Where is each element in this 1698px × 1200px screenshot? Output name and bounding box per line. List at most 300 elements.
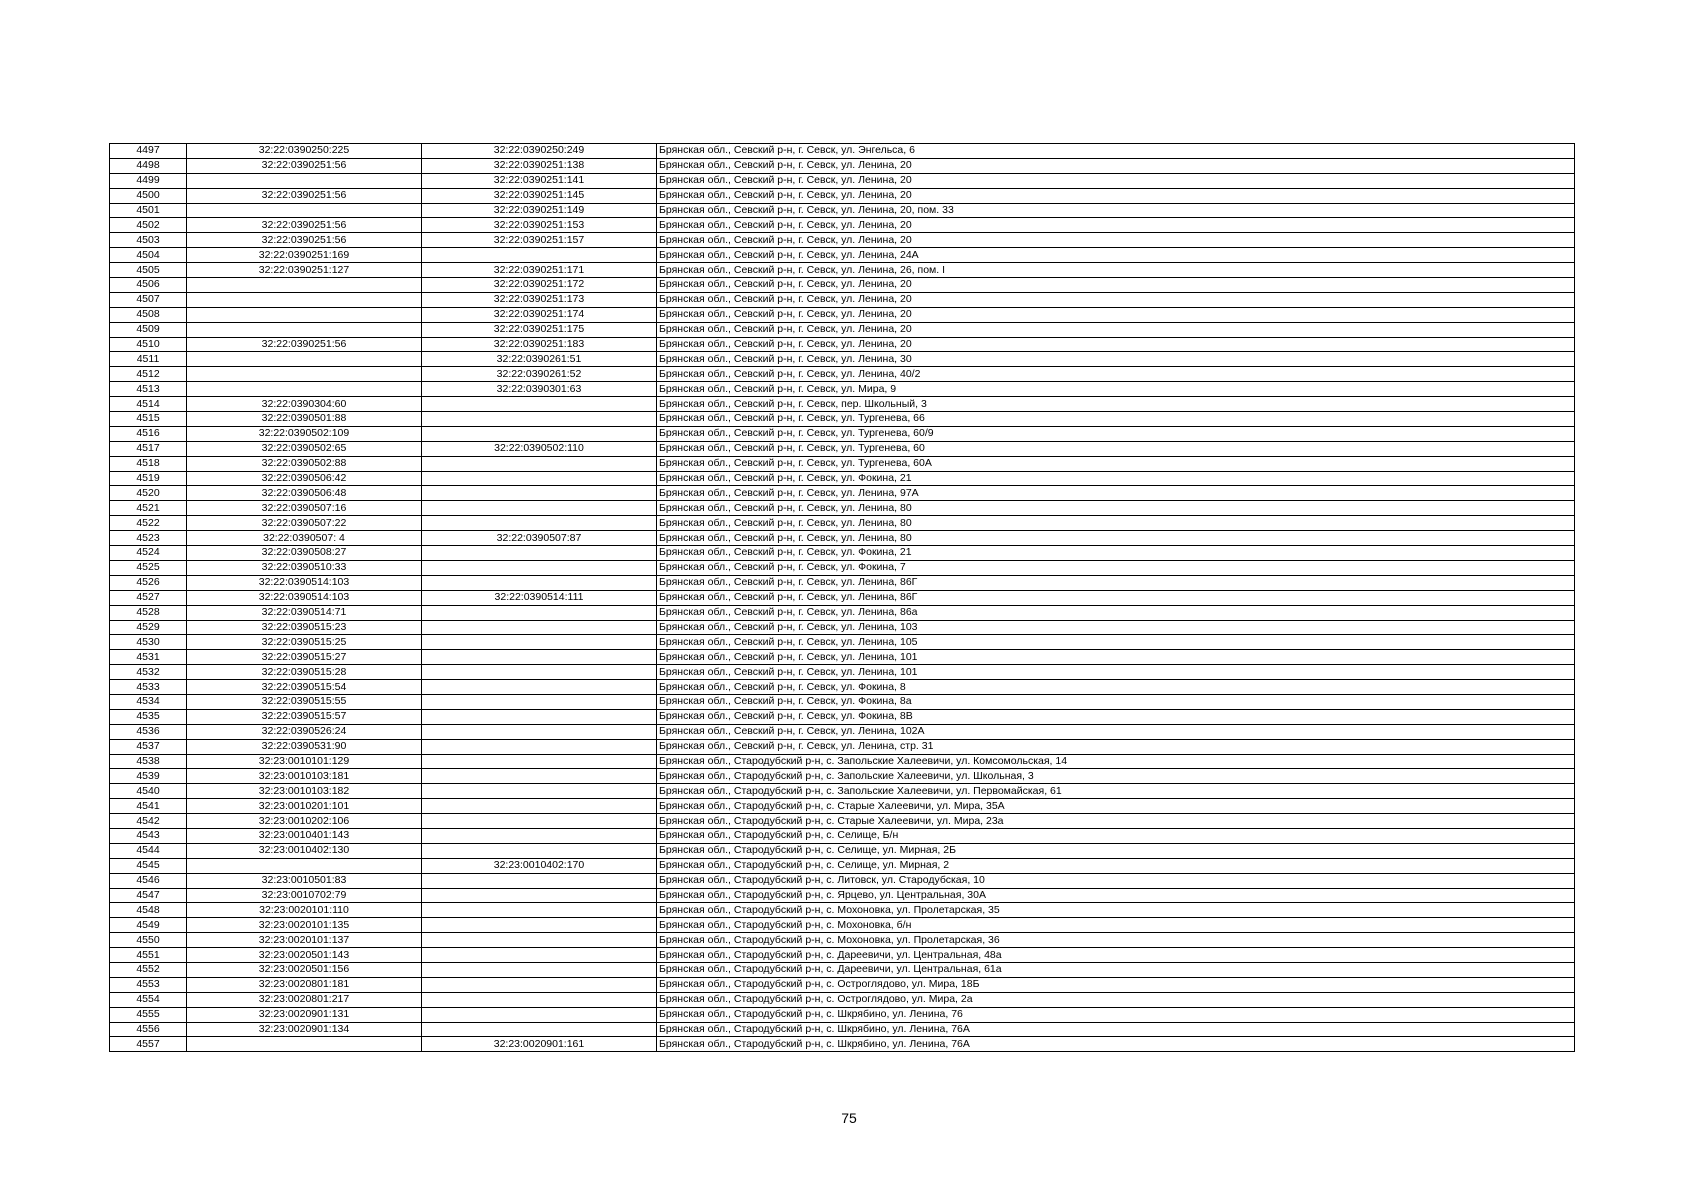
building-cadastral-number-cell: 32:22:0390251:141 (422, 173, 657, 188)
address-cell: Брянская обл., Севский р-н, г. Севск, ул. Ленина, стр. 31 (657, 739, 1575, 754)
row-number-cell: 4546 (110, 873, 187, 888)
address-cell: Брянская обл., Севский р-н, г. Севск, ул. Ленина, 80 (657, 501, 1575, 516)
land-cadastral-number-cell: 32:22:0390251:56 (187, 233, 422, 248)
row-number-cell: 4513 (110, 382, 187, 397)
land-cadastral-number-cell: 32:22:0390502:109 (187, 426, 422, 441)
row-number-cell: 4548 (110, 903, 187, 918)
building-cadastral-number-cell (422, 605, 657, 620)
row-number-cell: 4511 (110, 352, 187, 367)
row-number-cell: 4509 (110, 322, 187, 337)
building-cadastral-number-cell (422, 1022, 657, 1037)
row-number-cell: 4520 (110, 486, 187, 501)
row-number-cell: 4529 (110, 620, 187, 635)
address-cell: Брянская обл., Севский р-н, г. Севск, ул. Тургенева, 60А (657, 456, 1575, 471)
building-cadastral-number-cell: 32:22:0390251:171 (422, 263, 657, 278)
table-row (110, 382, 1575, 397)
address-cell: Брянская обл., Севский р-н, г. Севск, ул. Тургенева, 60/9 (657, 426, 1575, 441)
row-number-cell: 4542 (110, 814, 187, 829)
row-number-cell: 4497 (110, 144, 187, 159)
land-cadastral-number-cell: 32:22:0390507:22 (187, 516, 422, 531)
address-cell: Брянская обл., Севский р-н, г. Севск, ул. Ленина, 24А (657, 248, 1575, 263)
building-cadastral-number-cell: 32:22:0390251:172 (422, 278, 657, 293)
land-cadastral-number-cell: 32:23:0010401:143 (187, 828, 422, 843)
building-cadastral-number-cell (422, 546, 657, 561)
land-cadastral-number-cell: 32:23:0020501:143 (187, 948, 422, 963)
table-row (110, 665, 1575, 680)
building-cadastral-number-cell: 32:22:0390251:175 (422, 322, 657, 337)
row-number-cell: 4504 (110, 248, 187, 263)
address-cell: Брянская обл., Стародубский р-н, с. Ярцево, ул. Центральная, 30А (657, 888, 1575, 903)
address-cell: Брянская обл., Севский р-н, г. Севск, ул. Ленина, 20 (657, 233, 1575, 248)
land-cadastral-number-cell: 32:23:0010103:181 (187, 769, 422, 784)
land-cadastral-number-cell: 32:23:0010103:182 (187, 784, 422, 799)
building-cadastral-number-cell (422, 888, 657, 903)
table-row (110, 769, 1575, 784)
address-cell: Брянская обл., Севский р-н, г. Севск, ул. Ленина, 20 (657, 307, 1575, 322)
land-cadastral-number-cell: 32:22:0390251:56 (187, 188, 422, 203)
address-cell: Брянская обл., Севский р-н, г. Севск, ул. Ленина, 101 (657, 650, 1575, 665)
building-cadastral-number-cell (422, 1007, 657, 1022)
building-cadastral-number-cell (422, 650, 657, 665)
table-row (110, 635, 1575, 650)
address-cell: Брянская обл., Севский р-н, г. Севск, ул. Фокина, 8В (657, 709, 1575, 724)
building-cadastral-number-cell (422, 799, 657, 814)
table-row (110, 233, 1575, 248)
page-number: 75 (841, 1110, 857, 1126)
row-number-cell: 4506 (110, 278, 187, 293)
address-cell: Брянская обл., Севский р-н, г. Севск, ул. Фокина, 8 (657, 680, 1575, 695)
building-cadastral-number-cell (422, 501, 657, 516)
address-cell: Брянская обл., Севский р-н, г. Севск, ул. Ленина, 20 (657, 188, 1575, 203)
row-number-cell: 4556 (110, 1022, 187, 1037)
land-cadastral-number-cell (187, 278, 422, 293)
building-cadastral-number-cell (422, 635, 657, 650)
building-cadastral-number-cell (422, 426, 657, 441)
building-cadastral-number-cell: 32:22:0390251:183 (422, 337, 657, 352)
row-number-cell: 4540 (110, 784, 187, 799)
row-number-cell: 4514 (110, 397, 187, 412)
row-number-cell: 4545 (110, 858, 187, 873)
land-cadastral-number-cell: 32:22:0390506:42 (187, 471, 422, 486)
table-row (110, 158, 1575, 173)
table-row (110, 412, 1575, 427)
building-cadastral-number-cell (422, 694, 657, 709)
address-cell: Брянская обл., Севский р-н, г. Севск, ул. Мира, 9 (657, 382, 1575, 397)
table-row (110, 173, 1575, 188)
address-cell: Брянская обл., Севский р-н, г. Севск, ул. Ленина, 40/2 (657, 367, 1575, 382)
row-number-cell: 4522 (110, 516, 187, 531)
table-row (110, 620, 1575, 635)
table-row (110, 992, 1575, 1007)
row-number-cell: 4523 (110, 531, 187, 546)
table-row (110, 739, 1575, 754)
land-cadastral-number-cell: 32:22:0390531:90 (187, 739, 422, 754)
land-cadastral-number-cell: 32:23:0010201:101 (187, 799, 422, 814)
row-number-cell: 4501 (110, 203, 187, 218)
address-cell: Брянская обл., Севский р-н, г. Севск, ул. Тургенева, 60 (657, 441, 1575, 456)
land-cadastral-number-cell: 32:22:0390514:71 (187, 605, 422, 620)
table-row (110, 486, 1575, 501)
address-cell: Брянская обл., Стародубский р-н, с. Дареевичи, ул. Центральная, 48а (657, 948, 1575, 963)
address-cell: Брянская обл., Севский р-н, г. Севск, ул. Ленина, 20 (657, 158, 1575, 173)
row-number-cell: 4543 (110, 828, 187, 843)
building-cadastral-number-cell: 32:22:0390250:249 (422, 144, 657, 159)
table-row (110, 888, 1575, 903)
land-cadastral-number-cell: 32:23:0010402:130 (187, 843, 422, 858)
building-cadastral-number-cell (422, 769, 657, 784)
building-cadastral-number-cell (422, 828, 657, 843)
address-cell: Брянская обл., Стародубский р-н, с. Остроглядово, ул. Мира, 2а (657, 992, 1575, 1007)
building-cadastral-number-cell (422, 456, 657, 471)
land-cadastral-number-cell: 32:22:0390510:33 (187, 560, 422, 575)
address-cell: Брянская обл., Севский р-н, г. Севск, ул. Ленина, 103 (657, 620, 1575, 635)
building-cadastral-number-cell: 32:22:0390251:174 (422, 307, 657, 322)
row-number-cell: 4553 (110, 977, 187, 992)
address-cell: Брянская обл., Севский р-н, г. Севск, ул. Ленина, 30 (657, 352, 1575, 367)
table-row (110, 426, 1575, 441)
building-cadastral-number-cell: 32:22:0390502:110 (422, 441, 657, 456)
address-cell: Брянская обл., Севский р-н, г. Севск, ул. Фокина, 21 (657, 471, 1575, 486)
row-number-cell: 4528 (110, 605, 187, 620)
row-number-cell: 4541 (110, 799, 187, 814)
row-number-cell: 4538 (110, 754, 187, 769)
land-cadastral-number-cell: 32:22:0390502:88 (187, 456, 422, 471)
table-row (110, 218, 1575, 233)
land-cadastral-number-cell: 32:22:0390515:57 (187, 709, 422, 724)
row-number-cell: 4499 (110, 173, 187, 188)
row-number-cell: 4554 (110, 992, 187, 1007)
address-cell: Брянская обл., Севский р-н, г. Севск, пер. Школьный, 3 (657, 397, 1575, 412)
land-cadastral-number-cell: 32:22:0390515:27 (187, 650, 422, 665)
address-cell: Брянская обл., Стародубский р-н, с. Селище, ул. Мирная, 2Б (657, 843, 1575, 858)
row-number-cell: 4505 (110, 263, 187, 278)
address-cell: Брянская обл., Севский р-н, г. Севск, ул. Фокина, 21 (657, 546, 1575, 561)
land-cadastral-number-cell: 32:22:0390515:25 (187, 635, 422, 650)
land-cadastral-number-cell: 32:22:0390251:169 (187, 248, 422, 263)
land-cadastral-number-cell (187, 1037, 422, 1052)
building-cadastral-number-cell (422, 754, 657, 769)
address-cell: Брянская обл., Севский р-н, г. Севск, ул. Ленина, 20 (657, 337, 1575, 352)
row-number-cell: 4557 (110, 1037, 187, 1052)
table-row (110, 292, 1575, 307)
building-cadastral-number-cell (422, 933, 657, 948)
address-cell: Брянская обл., Стародубский р-н, с. Дареевичи, ул. Центральная, 61а (657, 962, 1575, 977)
address-cell: Брянская обл., Стародубский р-н, с. Селище, Б/н (657, 828, 1575, 843)
land-cadastral-number-cell (187, 322, 422, 337)
land-cadastral-number-cell: 32:22:0390501:88 (187, 412, 422, 427)
row-number-cell: 4555 (110, 1007, 187, 1022)
table-row (110, 441, 1575, 456)
table-row (110, 248, 1575, 263)
row-number-cell: 4531 (110, 650, 187, 665)
address-cell: Брянская обл., Севский р-н, г. Севск, ул. Ленина, 80 (657, 531, 1575, 546)
table-row (110, 977, 1575, 992)
land-cadastral-number-cell: 32:23:0010501:83 (187, 873, 422, 888)
land-cadastral-number-cell: 32:22:0390515:23 (187, 620, 422, 635)
land-cadastral-number-cell (187, 203, 422, 218)
row-number-cell: 4515 (110, 412, 187, 427)
table-row (110, 322, 1575, 337)
row-number-cell: 4535 (110, 709, 187, 724)
address-cell: Брянская обл., Стародубский р-н, с. Запольские Халеевичи, ул. Первомайская, 61 (657, 784, 1575, 799)
row-number-cell: 4508 (110, 307, 187, 322)
table-row (110, 948, 1575, 963)
table-row (110, 650, 1575, 665)
building-cadastral-number-cell (422, 248, 657, 263)
address-cell: Брянская обл., Севский р-н, г. Севск, ул. Ленина, 20 (657, 292, 1575, 307)
land-cadastral-number-cell: 32:23:0020101:110 (187, 903, 422, 918)
land-cadastral-number-cell: 32:22:0390507:16 (187, 501, 422, 516)
row-number-cell: 4532 (110, 665, 187, 680)
building-cadastral-number-cell (422, 784, 657, 799)
row-number-cell: 4547 (110, 888, 187, 903)
table-row (110, 471, 1575, 486)
row-number-cell: 4530 (110, 635, 187, 650)
table-row (110, 307, 1575, 322)
table-row (110, 858, 1575, 873)
table-row (110, 1022, 1575, 1037)
table-row (110, 397, 1575, 412)
land-cadastral-number-cell: 32:23:0020801:217 (187, 992, 422, 1007)
table-row (110, 352, 1575, 367)
table-row (110, 799, 1575, 814)
land-cadastral-number-cell: 32:22:0390304:60 (187, 397, 422, 412)
table-row (110, 918, 1575, 933)
property-registry-table (109, 143, 1575, 1052)
building-cadastral-number-cell (422, 412, 657, 427)
land-cadastral-number-cell: 32:22:0390526:24 (187, 724, 422, 739)
table-row (110, 724, 1575, 739)
land-cadastral-number-cell: 32:23:0020901:131 (187, 1007, 422, 1022)
building-cadastral-number-cell: 32:22:0390251:149 (422, 203, 657, 218)
table-row (110, 873, 1575, 888)
row-number-cell: 4551 (110, 948, 187, 963)
building-cadastral-number-cell (422, 992, 657, 1007)
table-row (110, 784, 1575, 799)
building-cadastral-number-cell: 32:22:0390251:153 (422, 218, 657, 233)
address-cell: Брянская обл., Севский р-н, г. Севск, ул. Тургенева, 66 (657, 412, 1575, 427)
building-cadastral-number-cell: 32:22:0390251:173 (422, 292, 657, 307)
address-cell: Брянская обл., Севский р-н, г. Севск, ул. Ленина, 86а (657, 605, 1575, 620)
row-number-cell: 4512 (110, 367, 187, 382)
row-number-cell: 4498 (110, 158, 187, 173)
land-cadastral-number-cell: 32:23:0020801:181 (187, 977, 422, 992)
row-number-cell: 4549 (110, 918, 187, 933)
building-cadastral-number-cell (422, 873, 657, 888)
land-cadastral-number-cell (187, 858, 422, 873)
table-row (110, 933, 1575, 948)
address-cell: Брянская обл., Севский р-н, г. Севск, ул. Ленина, 26, пом. I (657, 263, 1575, 278)
table-row (110, 962, 1575, 977)
building-cadastral-number-cell (422, 397, 657, 412)
land-cadastral-number-cell: 32:22:0390514:103 (187, 575, 422, 590)
address-cell: Брянская обл., Севский р-н, г. Севск, ул. Ленина, 97А (657, 486, 1575, 501)
row-number-cell: 4525 (110, 560, 187, 575)
table-row (110, 501, 1575, 516)
address-cell: Брянская обл., Стародубский р-н, с. Мохоновка, ул. Пролетарская, 36 (657, 933, 1575, 948)
land-cadastral-number-cell (187, 382, 422, 397)
address-cell: Брянская обл., Стародубский р-н, с. Литовск, ул. Стародубская, 10 (657, 873, 1575, 888)
land-cadastral-number-cell: 32:23:0020501:156 (187, 962, 422, 977)
row-number-cell: 4518 (110, 456, 187, 471)
building-cadastral-number-cell: 32:22:0390251:145 (422, 188, 657, 203)
building-cadastral-number-cell (422, 665, 657, 680)
address-cell: Брянская обл., Севский р-н, г. Севск, ул. Ленина, 20 (657, 278, 1575, 293)
row-number-cell: 4550 (110, 933, 187, 948)
address-cell: Брянская обл., Севский р-н, г. Севск, ул. Ленина, 20, пом. 33 (657, 203, 1575, 218)
land-cadastral-number-cell: 32:22:0390251:56 (187, 337, 422, 352)
building-cadastral-number-cell: 32:22:0390514:111 (422, 590, 657, 605)
building-cadastral-number-cell: 32:22:0390507:87 (422, 531, 657, 546)
row-number-cell: 4544 (110, 843, 187, 858)
row-number-cell: 4503 (110, 233, 187, 248)
address-cell: Брянская обл., Севский р-н, г. Севск, ул. Ленина, 86Г (657, 575, 1575, 590)
address-cell: Брянская обл., Стародубский р-н, с. Шкрябино, ул. Ленина, 76А (657, 1037, 1575, 1052)
address-cell: Брянская обл., Севский р-н, г. Севск, ул. Энгельса, 6 (657, 144, 1575, 159)
row-number-cell: 4510 (110, 337, 187, 352)
row-number-cell: 4500 (110, 188, 187, 203)
row-number-cell: 4502 (110, 218, 187, 233)
table-row (110, 575, 1575, 590)
land-cadastral-number-cell: 32:23:0020101:135 (187, 918, 422, 933)
row-number-cell: 4533 (110, 680, 187, 695)
address-cell: Брянская обл., Стародубский р-н, с. Селище, ул. Мирная, 2 (657, 858, 1575, 873)
land-cadastral-number-cell (187, 292, 422, 307)
land-cadastral-number-cell: 32:22:0390515:28 (187, 665, 422, 680)
land-cadastral-number-cell: 32:22:0390250:225 (187, 144, 422, 159)
land-cadastral-number-cell: 32:22:0390514:103 (187, 590, 422, 605)
building-cadastral-number-cell: 32:22:0390261:51 (422, 352, 657, 367)
building-cadastral-number-cell (422, 948, 657, 963)
building-cadastral-number-cell (422, 471, 657, 486)
address-cell: Брянская обл., Севский р-н, г. Севск, ул. Ленина, 86Г (657, 590, 1575, 605)
row-number-cell: 4517 (110, 441, 187, 456)
table-row (110, 188, 1575, 203)
address-cell: Брянская обл., Стародубский р-н, с. Запольские Халеевичи, ул. Комсомольская, 14 (657, 754, 1575, 769)
address-cell: Брянская обл., Севский р-н, г. Севск, ул. Фокина, 8а (657, 694, 1575, 709)
row-number-cell: 4516 (110, 426, 187, 441)
row-number-cell: 4524 (110, 546, 187, 561)
address-cell: Брянская обл., Стародубский р-н, с. Остроглядово, ул. Мира, 18Б (657, 977, 1575, 992)
land-cadastral-number-cell (187, 173, 422, 188)
land-cadastral-number-cell (187, 352, 422, 367)
table-row (110, 337, 1575, 352)
address-cell: Брянская обл., Стародубский р-н, с. Старые Халеевичи, ул. Мира, 23а (657, 814, 1575, 829)
table-row (110, 843, 1575, 858)
address-cell: Брянская обл., Севский р-н, г. Севск, ул. Фокина, 7 (657, 560, 1575, 575)
land-cadastral-number-cell: 32:22:0390515:54 (187, 680, 422, 695)
table-row (110, 590, 1575, 605)
table-row (110, 814, 1575, 829)
table-row (110, 1007, 1575, 1022)
address-cell: Брянская обл., Стародубский р-н, с. Запольские Халеевичи, ул. Школьная, 3 (657, 769, 1575, 784)
address-cell: Брянская обл., Севский р-н, г. Севск, ул. Ленина, 102А (657, 724, 1575, 739)
registry-table-body (110, 144, 1575, 1052)
address-cell: Брянская обл., Стародубский р-н, с. Шкрябино, ул. Ленина, 76 (657, 1007, 1575, 1022)
address-cell: Брянская обл., Севский р-н, г. Севск, ул. Ленина, 80 (657, 516, 1575, 531)
building-cadastral-number-cell: 32:22:0390301:63 (422, 382, 657, 397)
land-cadastral-number-cell: 32:22:0390251:127 (187, 263, 422, 278)
table-row (110, 560, 1575, 575)
land-cadastral-number-cell: 32:23:0020901:134 (187, 1022, 422, 1037)
building-cadastral-number-cell (422, 843, 657, 858)
table-row (110, 709, 1575, 724)
row-number-cell: 4552 (110, 962, 187, 977)
table-row (110, 828, 1575, 843)
table-row (110, 546, 1575, 561)
land-cadastral-number-cell (187, 367, 422, 382)
building-cadastral-number-cell (422, 486, 657, 501)
building-cadastral-number-cell (422, 739, 657, 754)
table-row (110, 680, 1575, 695)
building-cadastral-number-cell (422, 724, 657, 739)
table-row (110, 367, 1575, 382)
land-cadastral-number-cell: 32:22:0390515:55 (187, 694, 422, 709)
row-number-cell: 4536 (110, 724, 187, 739)
table-row (110, 456, 1575, 471)
table-row (110, 754, 1575, 769)
table-row (110, 203, 1575, 218)
land-cadastral-number-cell: 32:22:0390506:48 (187, 486, 422, 501)
building-cadastral-number-cell (422, 903, 657, 918)
row-number-cell: 4519 (110, 471, 187, 486)
building-cadastral-number-cell: 32:22:0390261:52 (422, 367, 657, 382)
building-cadastral-number-cell (422, 575, 657, 590)
table-row (110, 531, 1575, 546)
table-row (110, 278, 1575, 293)
row-number-cell: 4507 (110, 292, 187, 307)
building-cadastral-number-cell (422, 977, 657, 992)
address-cell: Брянская обл., Стародубский р-н, с. Мохоновка, ул. Пролетарская, 35 (657, 903, 1575, 918)
row-number-cell: 4521 (110, 501, 187, 516)
row-number-cell: 4534 (110, 694, 187, 709)
table-row (110, 1037, 1575, 1052)
land-cadastral-number-cell: 32:22:0390507: 4 (187, 531, 422, 546)
address-cell: Брянская обл., Севский р-н, г. Севск, ул. Ленина, 20 (657, 322, 1575, 337)
address-cell: Брянская обл., Стародубский р-н, с. Шкрябино, ул. Ленина, 76А (657, 1022, 1575, 1037)
land-cadastral-number-cell: 32:23:0010702:79 (187, 888, 422, 903)
building-cadastral-number-cell (422, 680, 657, 695)
building-cadastral-number-cell (422, 918, 657, 933)
address-cell: Брянская обл., Севский р-н, г. Севск, ул. Ленина, 105 (657, 635, 1575, 650)
land-cadastral-number-cell: 32:22:0390251:56 (187, 218, 422, 233)
building-cadastral-number-cell: 32:23:0020901:161 (422, 1037, 657, 1052)
table-row (110, 903, 1575, 918)
building-cadastral-number-cell (422, 962, 657, 977)
table-row (110, 144, 1575, 159)
land-cadastral-number-cell: 32:22:0390502:65 (187, 441, 422, 456)
building-cadastral-number-cell: 32:23:0010402:170 (422, 858, 657, 873)
row-number-cell: 4526 (110, 575, 187, 590)
building-cadastral-number-cell (422, 620, 657, 635)
building-cadastral-number-cell: 32:22:0390251:157 (422, 233, 657, 248)
address-cell: Брянская обл., Севский р-н, г. Севск, ул. Ленина, 20 (657, 173, 1575, 188)
table-row (110, 694, 1575, 709)
land-cadastral-number-cell: 32:23:0010202:106 (187, 814, 422, 829)
building-cadastral-number-cell (422, 814, 657, 829)
table-row (110, 516, 1575, 531)
land-cadastral-number-cell: 32:23:0010101:129 (187, 754, 422, 769)
building-cadastral-number-cell (422, 516, 657, 531)
row-number-cell: 4537 (110, 739, 187, 754)
row-number-cell: 4527 (110, 590, 187, 605)
building-cadastral-number-cell (422, 560, 657, 575)
address-cell: Брянская обл., Севский р-н, г. Севск, ул. Ленина, 20 (657, 218, 1575, 233)
land-cadastral-number-cell: 32:23:0020101:137 (187, 933, 422, 948)
building-cadastral-number-cell: 32:22:0390251:138 (422, 158, 657, 173)
land-cadastral-number-cell (187, 307, 422, 322)
table-row (110, 263, 1575, 278)
